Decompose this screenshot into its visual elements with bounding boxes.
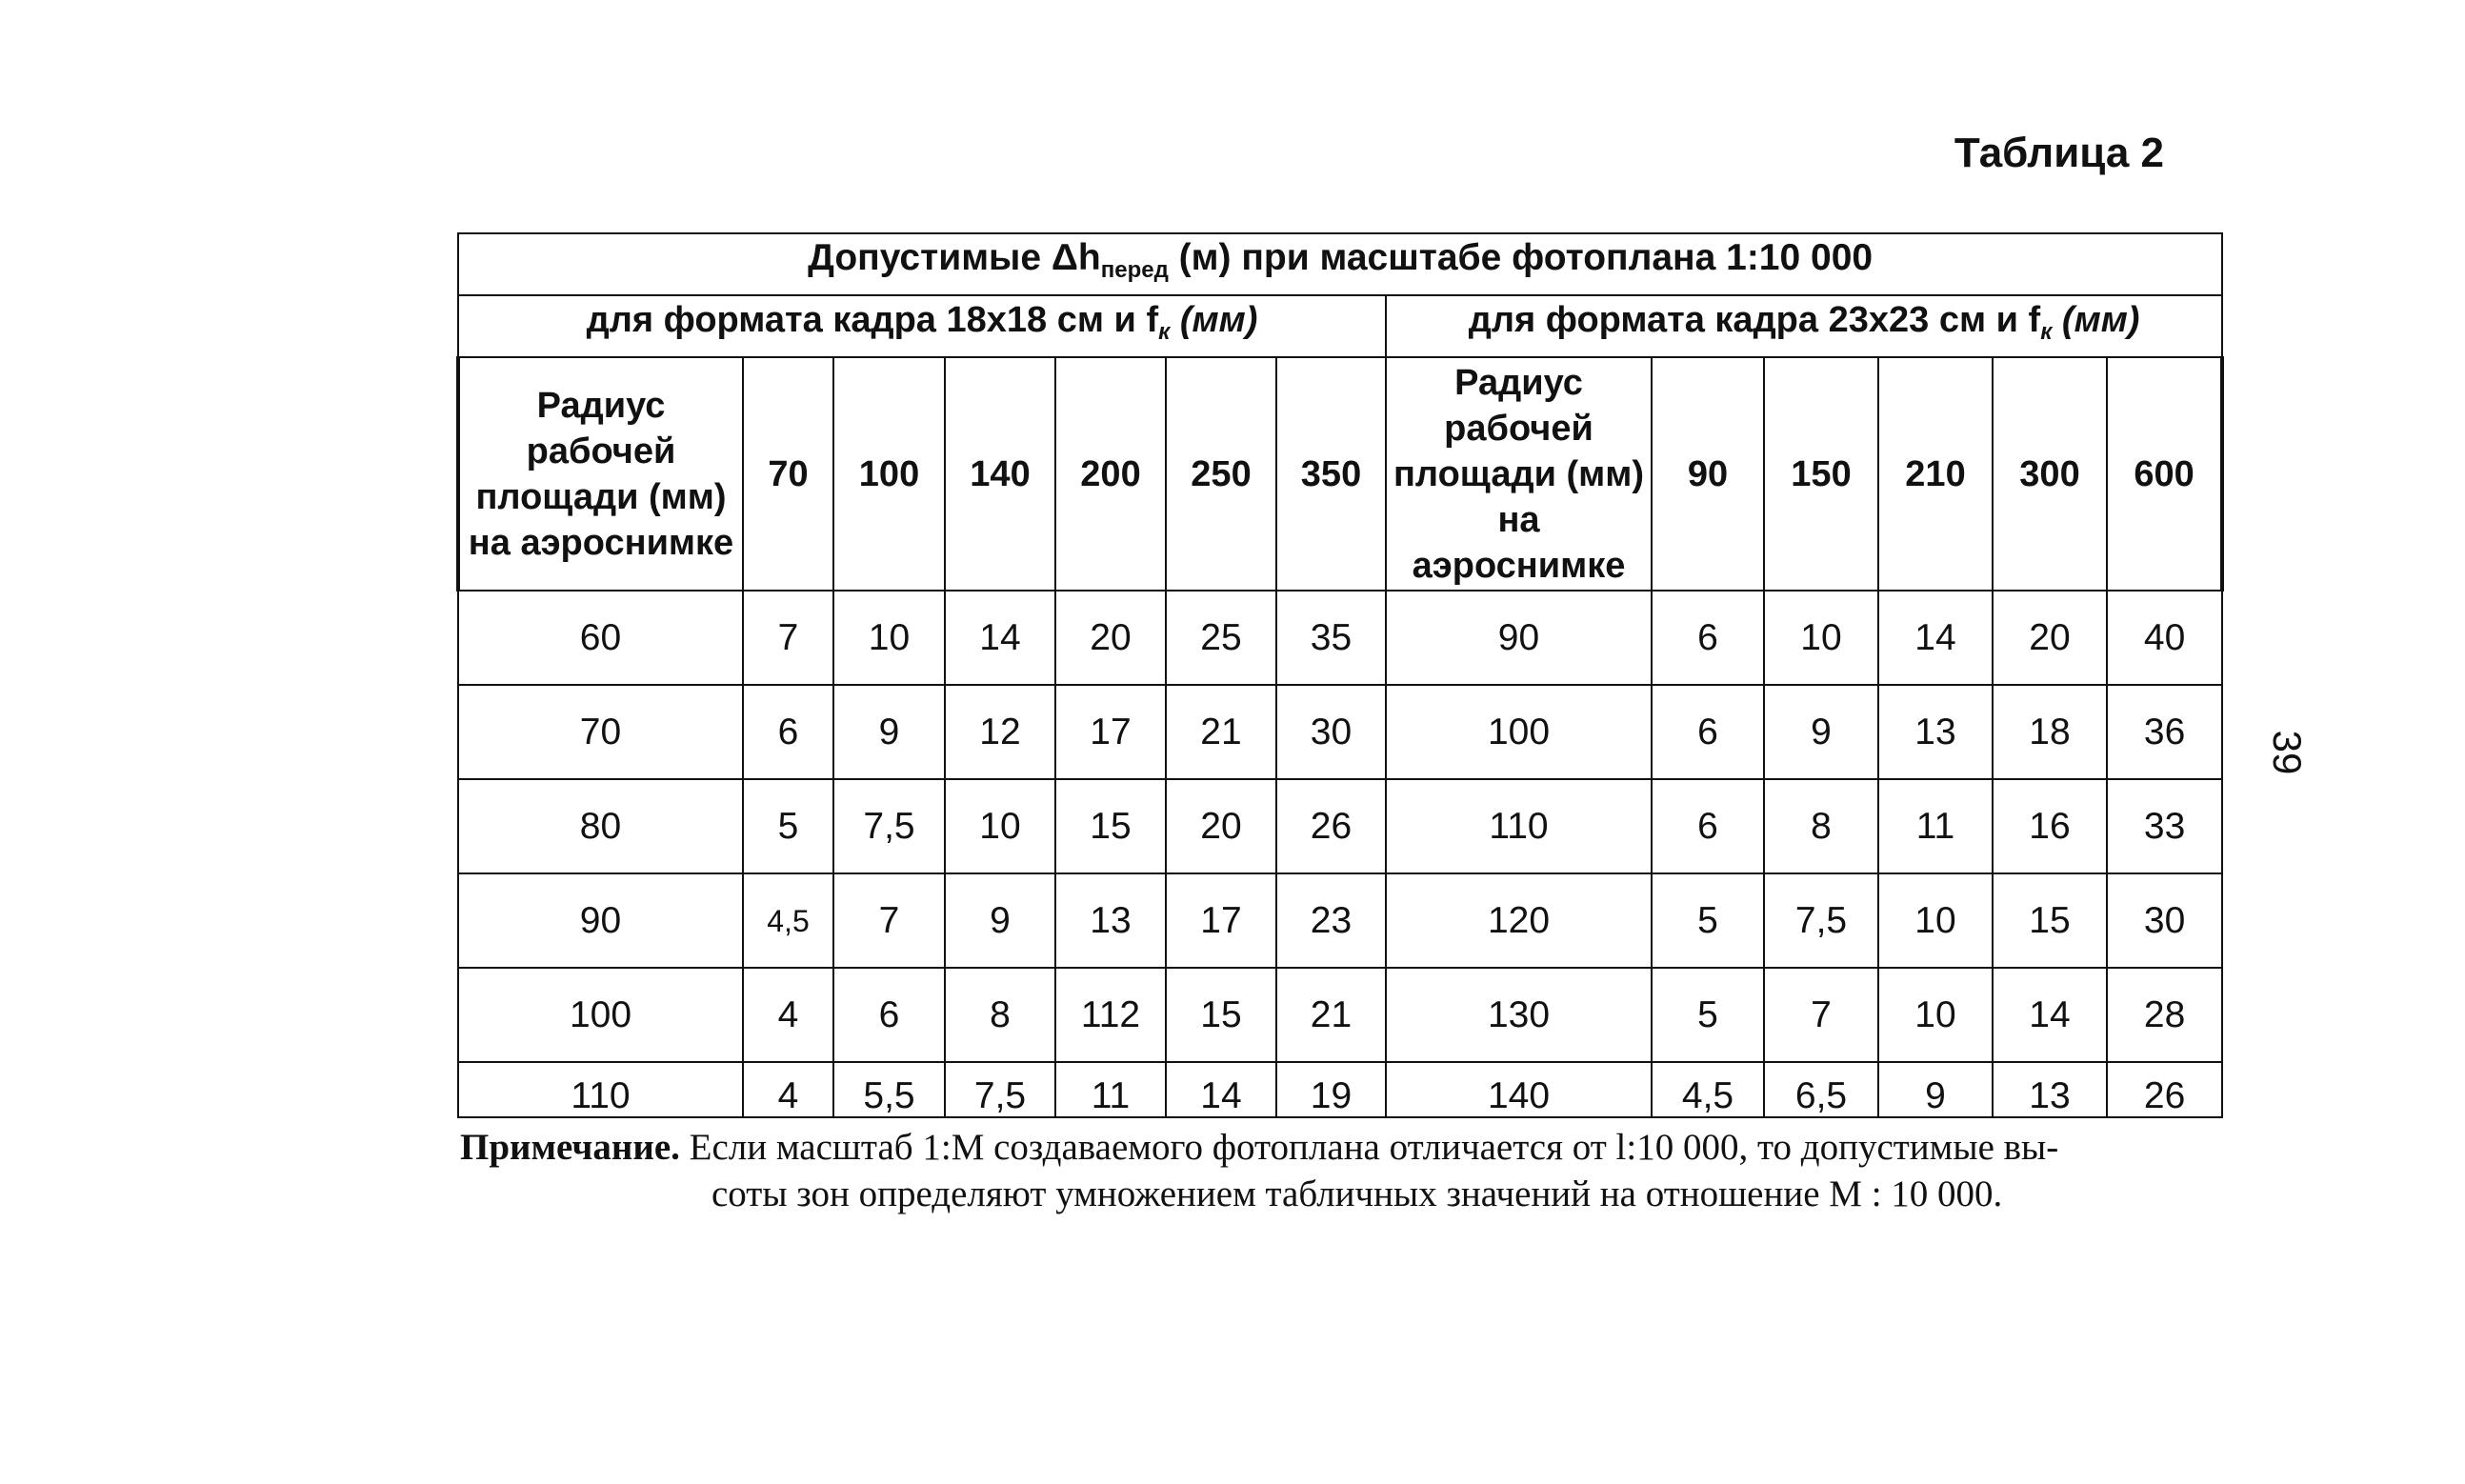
value-cell: 14 xyxy=(1878,591,1993,685)
table-caption: Таблица 2 xyxy=(1954,130,2164,176)
value-cell: 7,5 xyxy=(1764,873,1878,968)
focal-header: 250 xyxy=(1166,357,1276,591)
left-group-label: для формата кадра 18х18 см и f xyxy=(586,300,1159,340)
value-cell: 20 xyxy=(1166,779,1276,873)
left-radius-header: Радиус рабочей площади (мм) на аэроснимке xyxy=(458,357,743,591)
value-cell: 11 xyxy=(1878,779,1993,873)
focal-header: 100 xyxy=(833,357,945,591)
value-cell: 9 xyxy=(1764,685,1878,779)
value-cell: 17 xyxy=(1166,873,1276,968)
value-cell: 8 xyxy=(945,968,1055,1062)
value-cell: 10 xyxy=(945,779,1055,873)
focal-header: 600 xyxy=(2107,357,2222,591)
focal-header: 90 xyxy=(1652,357,1764,591)
value-cell: 30 xyxy=(2107,873,2222,968)
value-cell: 12 xyxy=(945,685,1055,779)
title-prefix: Допустимые Δh xyxy=(808,237,1101,278)
table-row xyxy=(458,968,2222,1062)
value-cell: 9 xyxy=(833,685,945,779)
focal-header: 300 xyxy=(1993,357,2107,591)
value-cell: 26 xyxy=(2107,1062,2222,1117)
value-cell: 6 xyxy=(1652,685,1764,779)
value-cell: 14 xyxy=(1993,968,2107,1062)
value-cell: 21 xyxy=(1166,685,1276,779)
value-cell: 30 xyxy=(1276,685,1386,779)
table-row xyxy=(458,591,2222,685)
value-cell: 15 xyxy=(1993,873,2107,968)
value-cell: 9 xyxy=(945,873,1055,968)
value-cell: 4 xyxy=(743,1062,833,1117)
value-cell: 10 xyxy=(1878,873,1993,968)
value-cell: 5 xyxy=(743,779,833,873)
value-cell: 21 xyxy=(1276,968,1386,1062)
value-cell: 28 xyxy=(2107,968,2222,1062)
value-cell: 8 xyxy=(1764,779,1878,873)
value-cell: 6 xyxy=(833,968,945,1062)
note-label: Примечание. xyxy=(460,1127,680,1168)
note xyxy=(460,1124,2232,1217)
focal-header: 140 xyxy=(945,357,1055,591)
table-row xyxy=(458,873,2222,968)
tolerance-table xyxy=(456,232,2224,1118)
right-group-header xyxy=(1386,295,2222,357)
value-cell: 112 xyxy=(1055,968,1166,1062)
value-cell: 4,5 xyxy=(743,873,833,968)
value-cell: 13 xyxy=(1055,873,1166,968)
left-group-subscript: к xyxy=(1158,319,1171,345)
value-cell: 26 xyxy=(1276,779,1386,873)
right-group-subscript: к xyxy=(2040,319,2053,345)
value-cell: 4,5 xyxy=(1652,1062,1764,1117)
radius-cell: 90 xyxy=(1386,591,1652,685)
value-cell: 17 xyxy=(1055,685,1166,779)
value-cell: 5 xyxy=(1652,968,1764,1062)
value-cell: 7 xyxy=(1764,968,1878,1062)
value-cell: 13 xyxy=(1878,685,1993,779)
radius-cell: 90 xyxy=(458,873,743,968)
value-cell: 10 xyxy=(1764,591,1878,685)
value-cell: 7,5 xyxy=(945,1062,1055,1117)
note-line-1: Если масштаб 1:М создаваемого фотоплана отличается от l:10 000, то допустимые вы- xyxy=(679,1127,2059,1168)
value-cell: 5,5 xyxy=(833,1062,945,1117)
value-cell: 4 xyxy=(743,968,833,1062)
radius-cell: 140 xyxy=(1386,1062,1652,1117)
table-title xyxy=(458,233,2222,295)
value-cell: 35 xyxy=(1276,591,1386,685)
value-cell: 15 xyxy=(1166,968,1276,1062)
value-cell: 23 xyxy=(1276,873,1386,968)
right-radius-header: Радиус рабочей площади (мм) на аэроснимке xyxy=(1386,357,1652,591)
left-group-unit: (мм) xyxy=(1170,300,1258,340)
focal-header: 350 xyxy=(1276,357,1386,591)
value-cell: 7 xyxy=(743,591,833,685)
value-cell: 36 xyxy=(2107,685,2222,779)
value-cell: 10 xyxy=(1878,968,1993,1062)
radius-cell: 100 xyxy=(458,968,743,1062)
value-cell: 9 xyxy=(1878,1062,1993,1117)
value-cell: 33 xyxy=(2107,779,2222,873)
right-group-label: для формата кадра 23х23 см и f xyxy=(1468,300,2041,340)
radius-cell: 130 xyxy=(1386,968,1652,1062)
focal-header: 70 xyxy=(743,357,833,591)
value-cell: 18 xyxy=(1993,685,2107,779)
focal-header: 210 xyxy=(1878,357,1993,591)
value-cell: 6 xyxy=(743,685,833,779)
value-cell: 40 xyxy=(2107,591,2222,685)
value-cell: 6,5 xyxy=(1764,1062,1878,1117)
left-group-header xyxy=(458,295,1386,357)
radius-cell: 80 xyxy=(458,779,743,873)
right-group-unit: (мм) xyxy=(2052,300,2140,340)
value-cell: 25 xyxy=(1166,591,1276,685)
value-cell: 14 xyxy=(945,591,1055,685)
note-line-2: соты зон определяют умножением табличных значений на отношение М : 10 000. xyxy=(711,1173,2003,1214)
value-cell: 20 xyxy=(1055,591,1166,685)
focal-header: 200 xyxy=(1055,357,1166,591)
value-cell: 14 xyxy=(1166,1062,1276,1117)
page-number: 39 xyxy=(2265,730,2310,775)
table-row xyxy=(458,1062,2222,1117)
value-cell: 20 xyxy=(1993,591,2107,685)
radius-cell: 110 xyxy=(1386,779,1652,873)
title-suffix: (м) при масштабе фотоплана 1:10 000 xyxy=(1168,237,1874,278)
radius-cell: 70 xyxy=(458,685,743,779)
title-subscript: перед xyxy=(1100,257,1169,283)
value-cell: 19 xyxy=(1276,1062,1386,1117)
value-cell: 16 xyxy=(1993,779,2107,873)
radius-cell: 110 xyxy=(458,1062,743,1117)
value-cell: 15 xyxy=(1055,779,1166,873)
radius-cell: 60 xyxy=(458,591,743,685)
radius-cell: 100 xyxy=(1386,685,1652,779)
value-cell: 7,5 xyxy=(833,779,945,873)
value-cell: 10 xyxy=(833,591,945,685)
value-cell: 11 xyxy=(1055,1062,1166,1117)
table-row xyxy=(458,779,2222,873)
value-cell: 6 xyxy=(1652,591,1764,685)
value-cell: 13 xyxy=(1993,1062,2107,1117)
value-cell: 6 xyxy=(1652,779,1764,873)
table-row xyxy=(458,685,2222,779)
value-cell: 5 xyxy=(1652,873,1764,968)
value-cell: 7 xyxy=(833,873,945,968)
focal-header: 150 xyxy=(1764,357,1878,591)
table-body xyxy=(458,591,2222,1117)
radius-cell: 120 xyxy=(1386,873,1652,968)
